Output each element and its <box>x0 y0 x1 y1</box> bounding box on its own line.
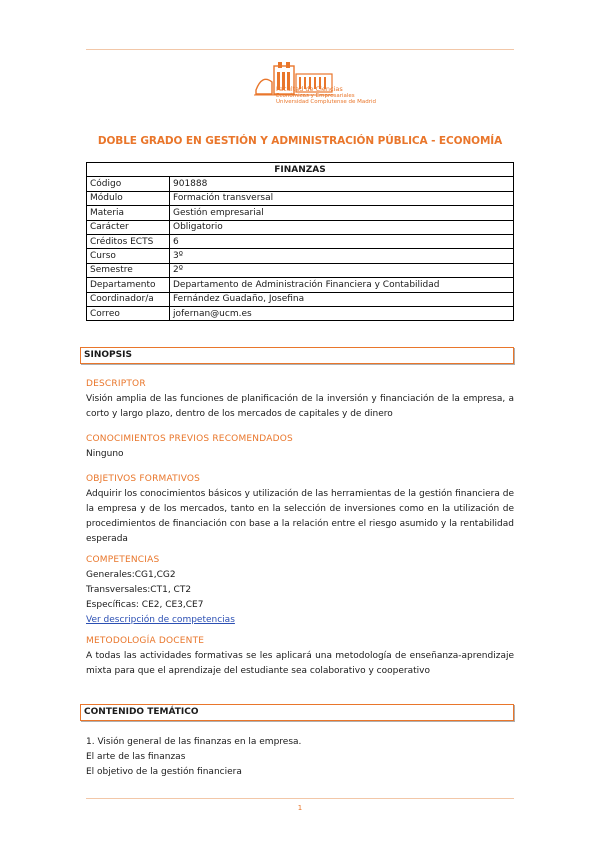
competences-heading: COMPETENCIAS <box>86 555 160 565</box>
prior-knowledge-text: Ninguno <box>86 449 124 459</box>
list-item: El objetivo de la gestión financiera <box>86 767 242 777</box>
competences-link[interactable]: Ver descripción de competencias <box>86 615 235 625</box>
document-title: DOBLE GRADO EN GESTIÓN Y ADMINISTRACIÓN PÚBLICA - ECONOMÍA <box>97 135 503 147</box>
competences-transversal: Transversales:CT1, CT2 <box>86 585 192 595</box>
competences-block <box>86 553 514 628</box>
table-row: Curso 3º <box>87 249 514 263</box>
competences-general: Generales:CG1,CG2 <box>86 570 176 580</box>
section-sinopsis: SINOPSIS <box>80 347 514 364</box>
methodology-block <box>86 634 514 679</box>
descriptor-heading: DESCRIPTOR <box>86 379 146 389</box>
header-rule <box>86 49 514 50</box>
prior-knowledge-block <box>86 432 514 462</box>
descriptor-text: Visión amplia de las funciones de planificación de la inversión y financiación de la empresa, a corto y largo plazo, dentro de los mercados de capitales y de dinero <box>86 394 514 419</box>
table-row: Materia Gestión empresarial <box>87 206 514 220</box>
table-row: Coordinador/a Fernández Guadaño, Josefina <box>87 292 514 306</box>
objectives-block <box>86 472 514 547</box>
page-number: 1 <box>297 804 303 812</box>
list-item: El arte de las finanzas <box>86 752 186 762</box>
table-row: Módulo Formación transversal <box>87 191 514 205</box>
methodology-heading: METODOLOGÍA DOCENTE <box>86 636 205 646</box>
content-list <box>86 735 514 780</box>
table-row: Créditos ECTS 6 <box>87 234 514 248</box>
table-row: Carácter Obligatorio <box>87 220 514 234</box>
descriptor-block <box>86 377 514 422</box>
list-item: 1. Visión general de las finanzas en la empresa. <box>86 737 302 747</box>
objectives-heading: OBJETIVOS FORMATIVOS <box>86 474 201 484</box>
table-row: Semestre 2º <box>87 263 514 277</box>
footer-rule <box>86 798 514 799</box>
prior-knowledge-heading: CONOCIMIENTOS PREVIOS RECOMENDADOS <box>86 434 293 444</box>
methodology-text: A todas las actividades formativas se les aplicará una metodología de enseñanza-aprendizaje mixta para que el aprendizaje del estudiante sea colaborativo y cooperativo <box>86 651 514 676</box>
table-row: Correo jofernan@ucm.es <box>87 306 514 320</box>
table-row: Departamento Departamento de Administración Financiera y Contabilidad <box>87 278 514 292</box>
objectives-text: Adquirir los conocimientos básicos y utilización de las herramientas de la gestión financiera de la empresa y de los mercados, tanto en la selección de inversiones como en la utilización de procedimientos de financiación con base a la relación entre el riesgo asumido y la rentabilidad esperada <box>86 489 514 544</box>
table-row: Código 901888 <box>87 177 514 191</box>
course-info-table <box>86 162 514 321</box>
section-contenido: CONTENIDO TEMÁTICO <box>80 704 514 721</box>
faculty-logo-text: Facultad de Ciencias Económicas y Empresariales Universidad Complutense de Madrid <box>276 85 377 105</box>
competences-specific: Específicas: CE2, CE3,CE7 <box>86 600 204 610</box>
table-header: FINANZAS <box>87 163 514 177</box>
